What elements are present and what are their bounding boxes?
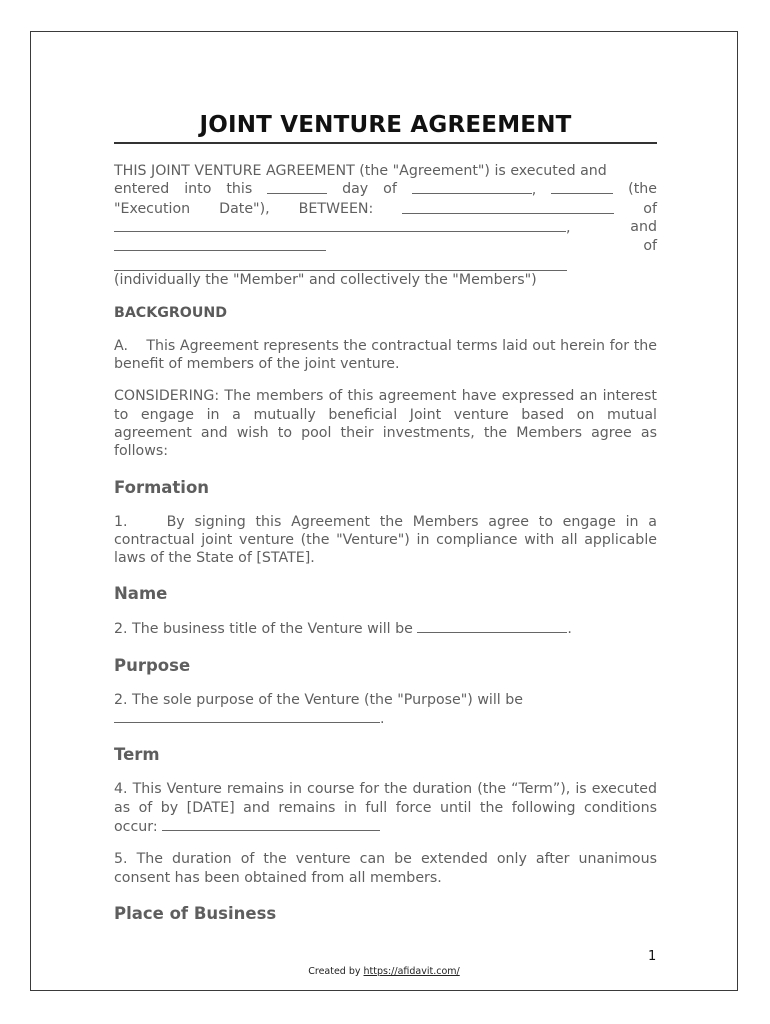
place-of-business-heading: Place of Business [114, 903, 277, 923]
intro-word: day [342, 181, 369, 198]
considering-paragraph: CONSIDERING: The members of this agreement have expressed an interest to engage in a mutually beneficial Joint venture based on mutual agreement and wish to pool their investments, the Members agree as follows: [114, 388, 657, 460]
intro-word: BETWEEN: [298, 200, 374, 217]
party-two-blank[interactable] [114, 237, 326, 251]
party-two-address-blank[interactable] [114, 257, 567, 271]
term-text: 4. This Venture remains in course for the duration (the “Term”), is executed as of by [DATE] and remains in full force until the following [114, 781, 657, 816]
document-page [30, 31, 738, 991]
intro-word: Date"), [219, 200, 270, 217]
term-conditions-label: conditions occur: [114, 799, 657, 835]
term-heading: Term [114, 745, 160, 765]
page-number: 1 [648, 949, 657, 964]
footer-prefix: Created by [308, 966, 364, 977]
intro-word: of [643, 238, 657, 255]
formation-heading: Formation [114, 477, 210, 497]
day-blank[interactable] [267, 180, 327, 194]
formation-paragraph: 1. By signing this Agreement the Members agree to engage in a contractual joint venture (the "Venture") in compliance with all applicable laws of the State of [STATE]. [114, 513, 662, 567]
name-paragraph [114, 619, 657, 638]
footer-link[interactable]: https://afidavit.com/ [363, 966, 460, 977]
intro-comma: , [531, 182, 537, 199]
background-heading: BACKGROUND [114, 304, 228, 321]
intro-line-1: THIS JOINT VENTURE AGREEMENT (the "Agreement") is executed and [114, 163, 607, 179]
purpose-paragraph [114, 691, 657, 729]
purpose-text: 2. The sole purpose of the Venture (the "Purpose") will be [114, 691, 523, 708]
name-text: 2. The business title of the Venture will be [114, 621, 413, 638]
name-heading: Name [114, 584, 168, 604]
intro-line-6 [114, 257, 657, 271]
purpose-blank[interactable] [114, 709, 380, 723]
venture-name-blank[interactable] [417, 619, 567, 633]
intro-word: (the [628, 181, 657, 198]
paragraph-a: A. This Agreement represents the contractual terms laid out herein for the benefit of members of the joint venture. [114, 337, 662, 373]
month-blank[interactable] [412, 180, 532, 194]
intro-word: entered [114, 181, 170, 198]
intro-word: into [184, 181, 212, 198]
intro-line-4 [114, 218, 657, 237]
name-period: . [567, 621, 572, 638]
footer [31, 966, 737, 977]
intro-word: of [383, 181, 397, 198]
intro-word: and [630, 218, 657, 235]
party-one-address-blank[interactable] [114, 218, 566, 232]
purpose-heading: Purpose [114, 655, 191, 675]
intro-line-3 [114, 200, 657, 218]
intro-line-5 [114, 237, 657, 255]
intro-line-2 [114, 180, 657, 199]
document-title: JOINT VENTURE AGREEMENT [114, 110, 657, 144]
members-note: (individually the "Member" and collectively the "Members") [114, 272, 537, 289]
intro-word: this [226, 181, 253, 198]
document-content [114, 110, 662, 939]
purpose-period: . [380, 711, 385, 728]
year-blank[interactable] [551, 180, 613, 194]
term-extension-paragraph: 5. The duration of the venture can be extended only after unanimous consent has been obtained from all members. [114, 851, 657, 886]
term-conditions-blank[interactable] [162, 817, 380, 831]
intro-word: "Execution [114, 200, 191, 217]
term-paragraph [114, 780, 657, 836]
intro-word: of [643, 200, 657, 217]
intro-comma: , [566, 219, 571, 236]
party-one-blank[interactable] [402, 200, 614, 214]
